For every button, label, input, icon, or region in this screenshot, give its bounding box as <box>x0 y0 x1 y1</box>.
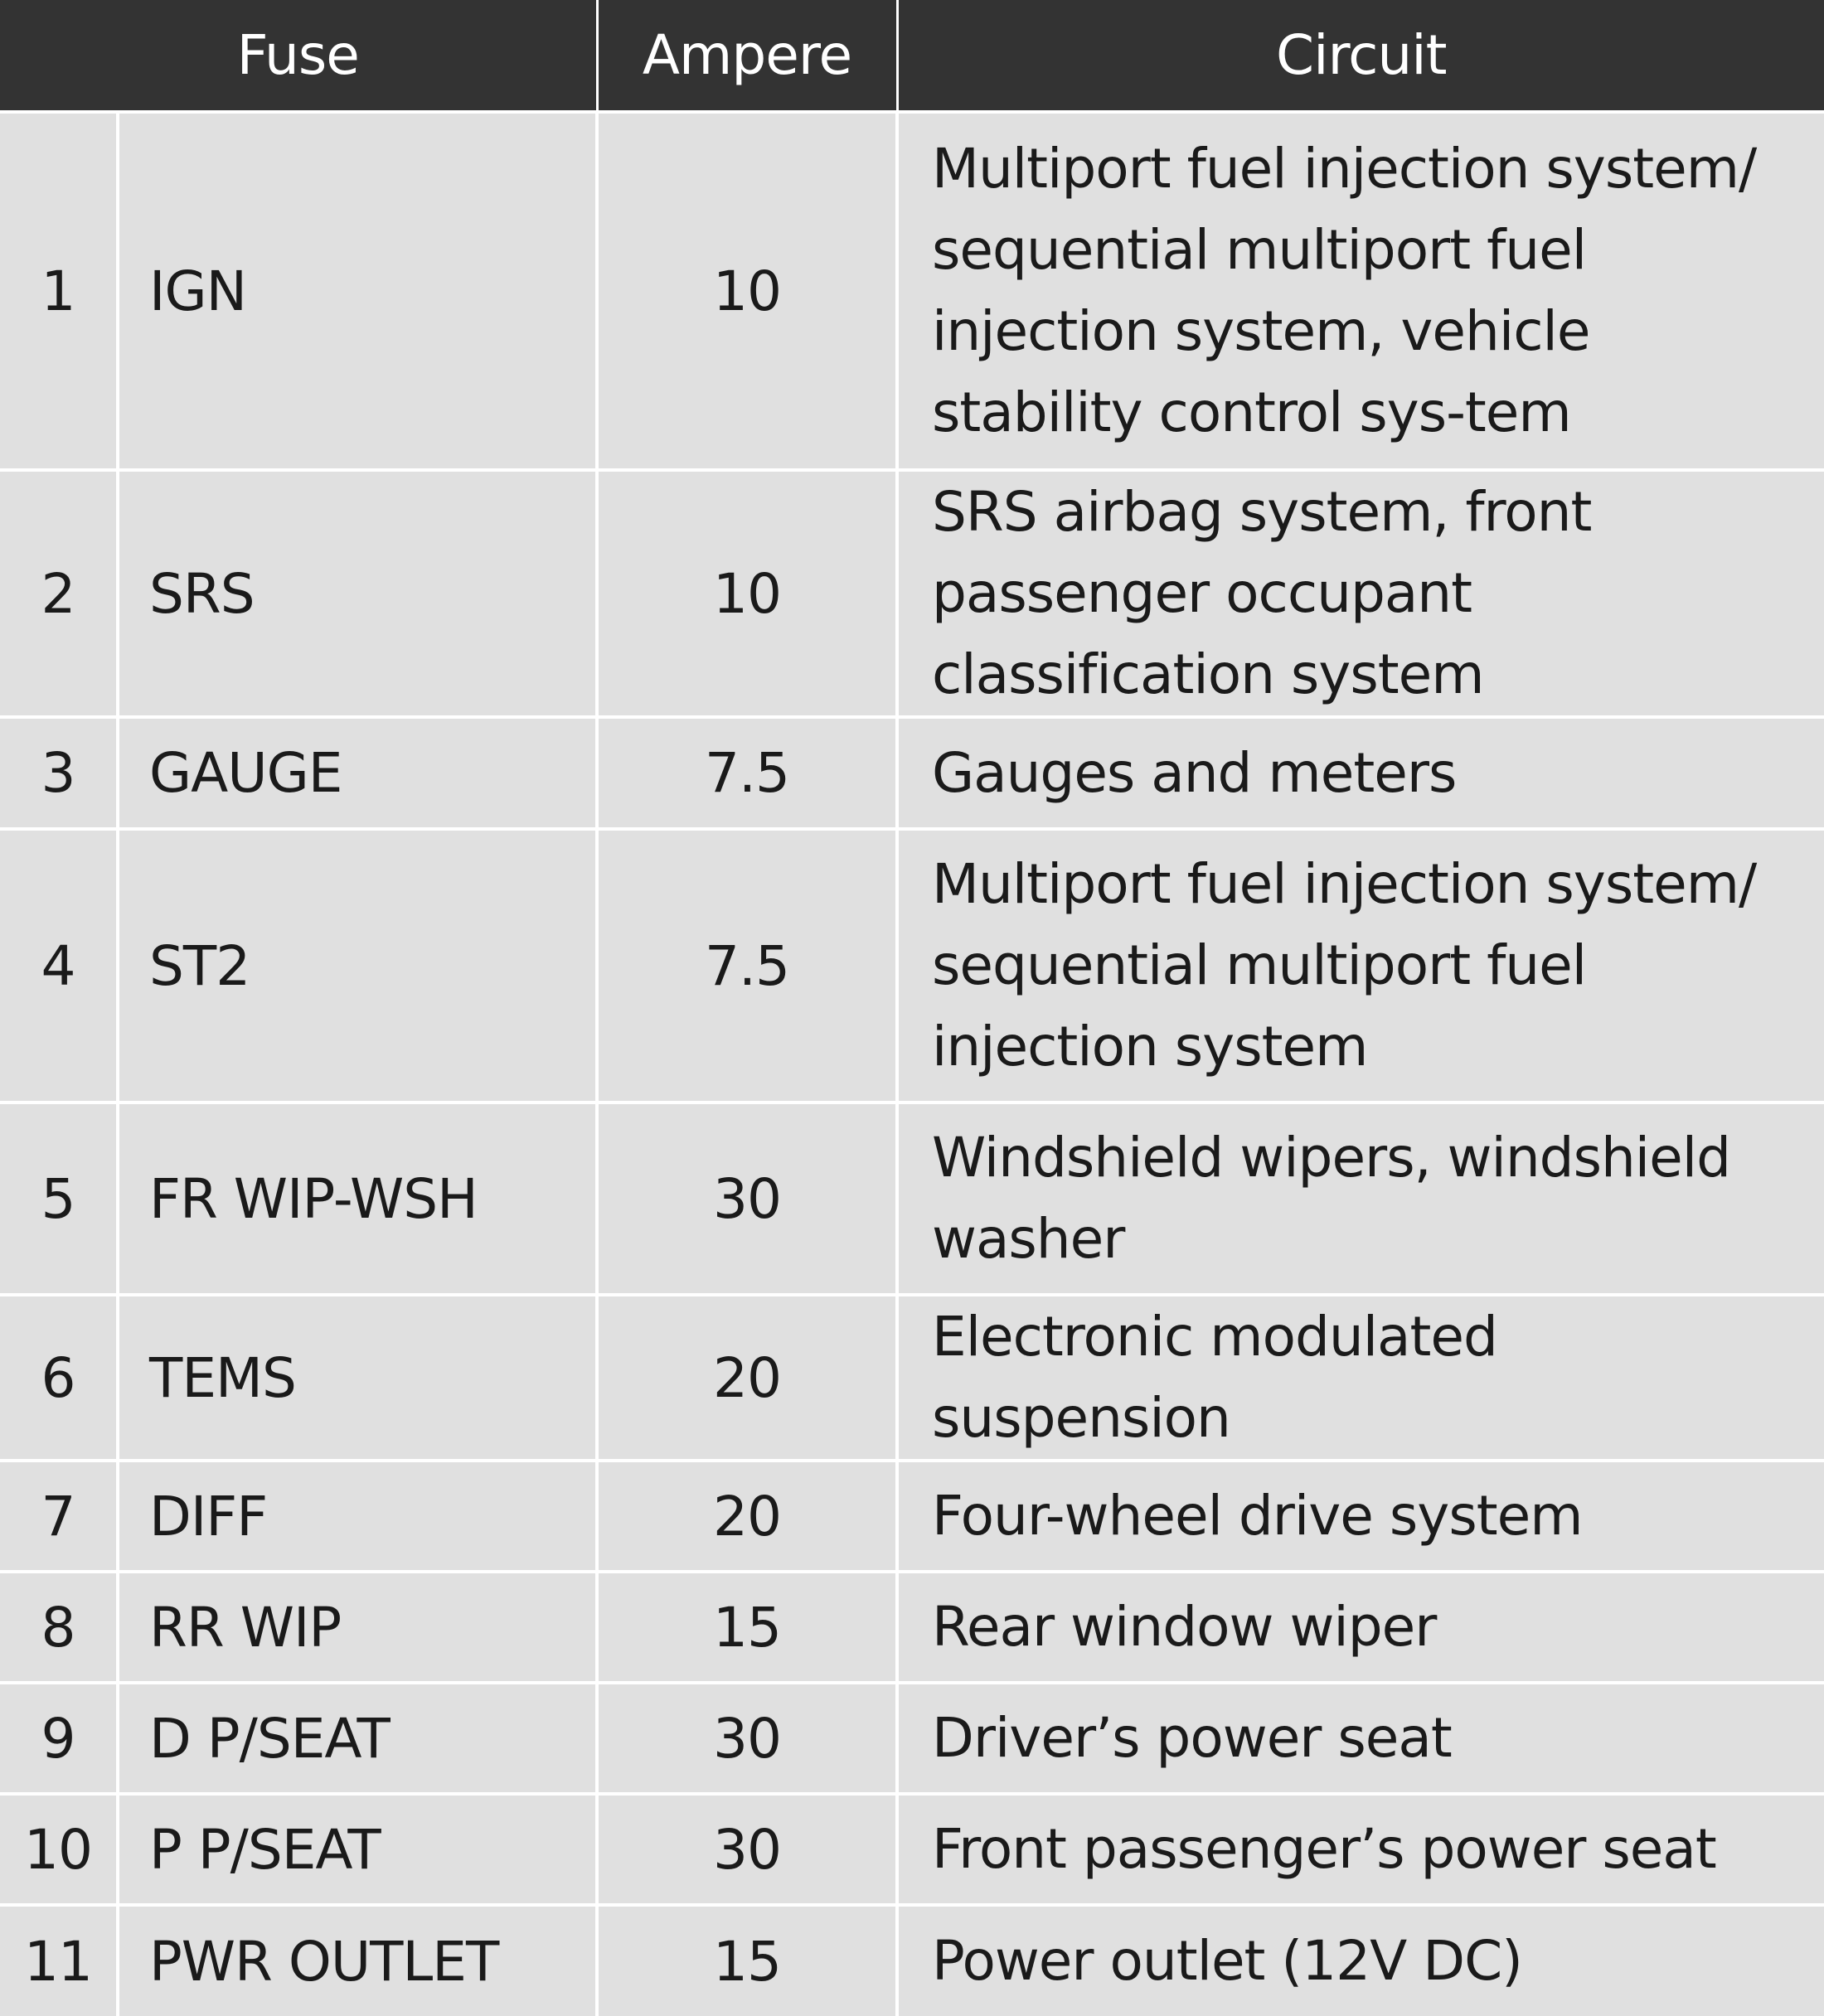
fuse-number: 2 <box>0 470 118 717</box>
fuse-name: TEMS <box>118 1295 597 1461</box>
fuse-circuit: Four-wheel drive system <box>897 1461 1824 1572</box>
fuse-name: PWR OUTLET <box>118 1905 597 2016</box>
fuse-ampere: 20 <box>597 1295 897 1461</box>
fuse-circuit: Power outlet (12V DC) <box>897 1905 1824 2016</box>
fuse-number: 11 <box>0 1905 118 2016</box>
fuse-circuit: Multiport fuel injection system/ sequential multiport fuel injection system <box>897 829 1824 1102</box>
table-row <box>0 1295 1824 1461</box>
fuse-circuit: Electronic modulated suspension <box>897 1295 1824 1461</box>
fuse-name: FR WIP-WSH <box>118 1102 597 1295</box>
header-fuse: Fuse <box>0 0 597 112</box>
fuse-circuit: Gauges and meters <box>897 717 1824 829</box>
table-row <box>0 112 1824 470</box>
table-row <box>0 1794 1824 1905</box>
table-row <box>0 1102 1824 1295</box>
fuse-number: 4 <box>0 829 118 1102</box>
fuse-ampere: 10 <box>597 112 897 470</box>
fuse-number: 8 <box>0 1572 118 1683</box>
table-header-row <box>0 0 1824 112</box>
fuse-number: 5 <box>0 1102 118 1295</box>
fuse-ampere: 10 <box>597 470 897 717</box>
fuse-number: 3 <box>0 717 118 829</box>
fuse-name: SRS <box>118 470 597 717</box>
fuse-number: 1 <box>0 112 118 470</box>
fuse-number: 10 <box>0 1794 118 1905</box>
fuse-ampere: 15 <box>597 1572 897 1683</box>
fuse-ampere: 7.5 <box>597 829 897 1102</box>
fuse-name: IGN <box>118 112 597 470</box>
fuse-circuit: Rear window wiper <box>897 1572 1824 1683</box>
fuse-circuit: Multiport fuel injection system/ sequential multiport fuel injection system, vehicle stability control sys-tem <box>897 112 1824 470</box>
fuse-ampere: 7.5 <box>597 717 897 829</box>
fuse-number: 9 <box>0 1683 118 1794</box>
fuse-circuit: Driver’s power seat <box>897 1683 1824 1794</box>
fuse-number: 7 <box>0 1461 118 1572</box>
fuse-ampere: 30 <box>597 1102 897 1295</box>
table-row <box>0 829 1824 1102</box>
table-row <box>0 1572 1824 1683</box>
fuse-name: ST2 <box>118 829 597 1102</box>
header-circuit: Circuit <box>897 0 1824 112</box>
table-row <box>0 1683 1824 1794</box>
fuse-name: GAUGE <box>118 717 597 829</box>
fuse-name: P P/SEAT <box>118 1794 597 1905</box>
fuse-circuit: SRS airbag system, front passenger occupant classification system <box>897 470 1824 717</box>
fuse-name: DIFF <box>118 1461 597 1572</box>
fuse-ampere: 15 <box>597 1905 897 2016</box>
table-row <box>0 470 1824 717</box>
fuse-circuit: Windshield wipers, windshield washer <box>897 1102 1824 1295</box>
table-row <box>0 1905 1824 2016</box>
fuse-name: RR WIP <box>118 1572 597 1683</box>
header-ampere: Ampere <box>597 0 897 112</box>
fuse-number: 6 <box>0 1295 118 1461</box>
fuse-ampere: 20 <box>597 1461 897 1572</box>
fuse-name: D P/SEAT <box>118 1683 597 1794</box>
table-row <box>0 717 1824 829</box>
fuse-ampere: 30 <box>597 1794 897 1905</box>
fuse-ampere: 30 <box>597 1683 897 1794</box>
fuse-circuit: Front passenger’s power seat <box>897 1794 1824 1905</box>
table-row <box>0 1461 1824 1572</box>
